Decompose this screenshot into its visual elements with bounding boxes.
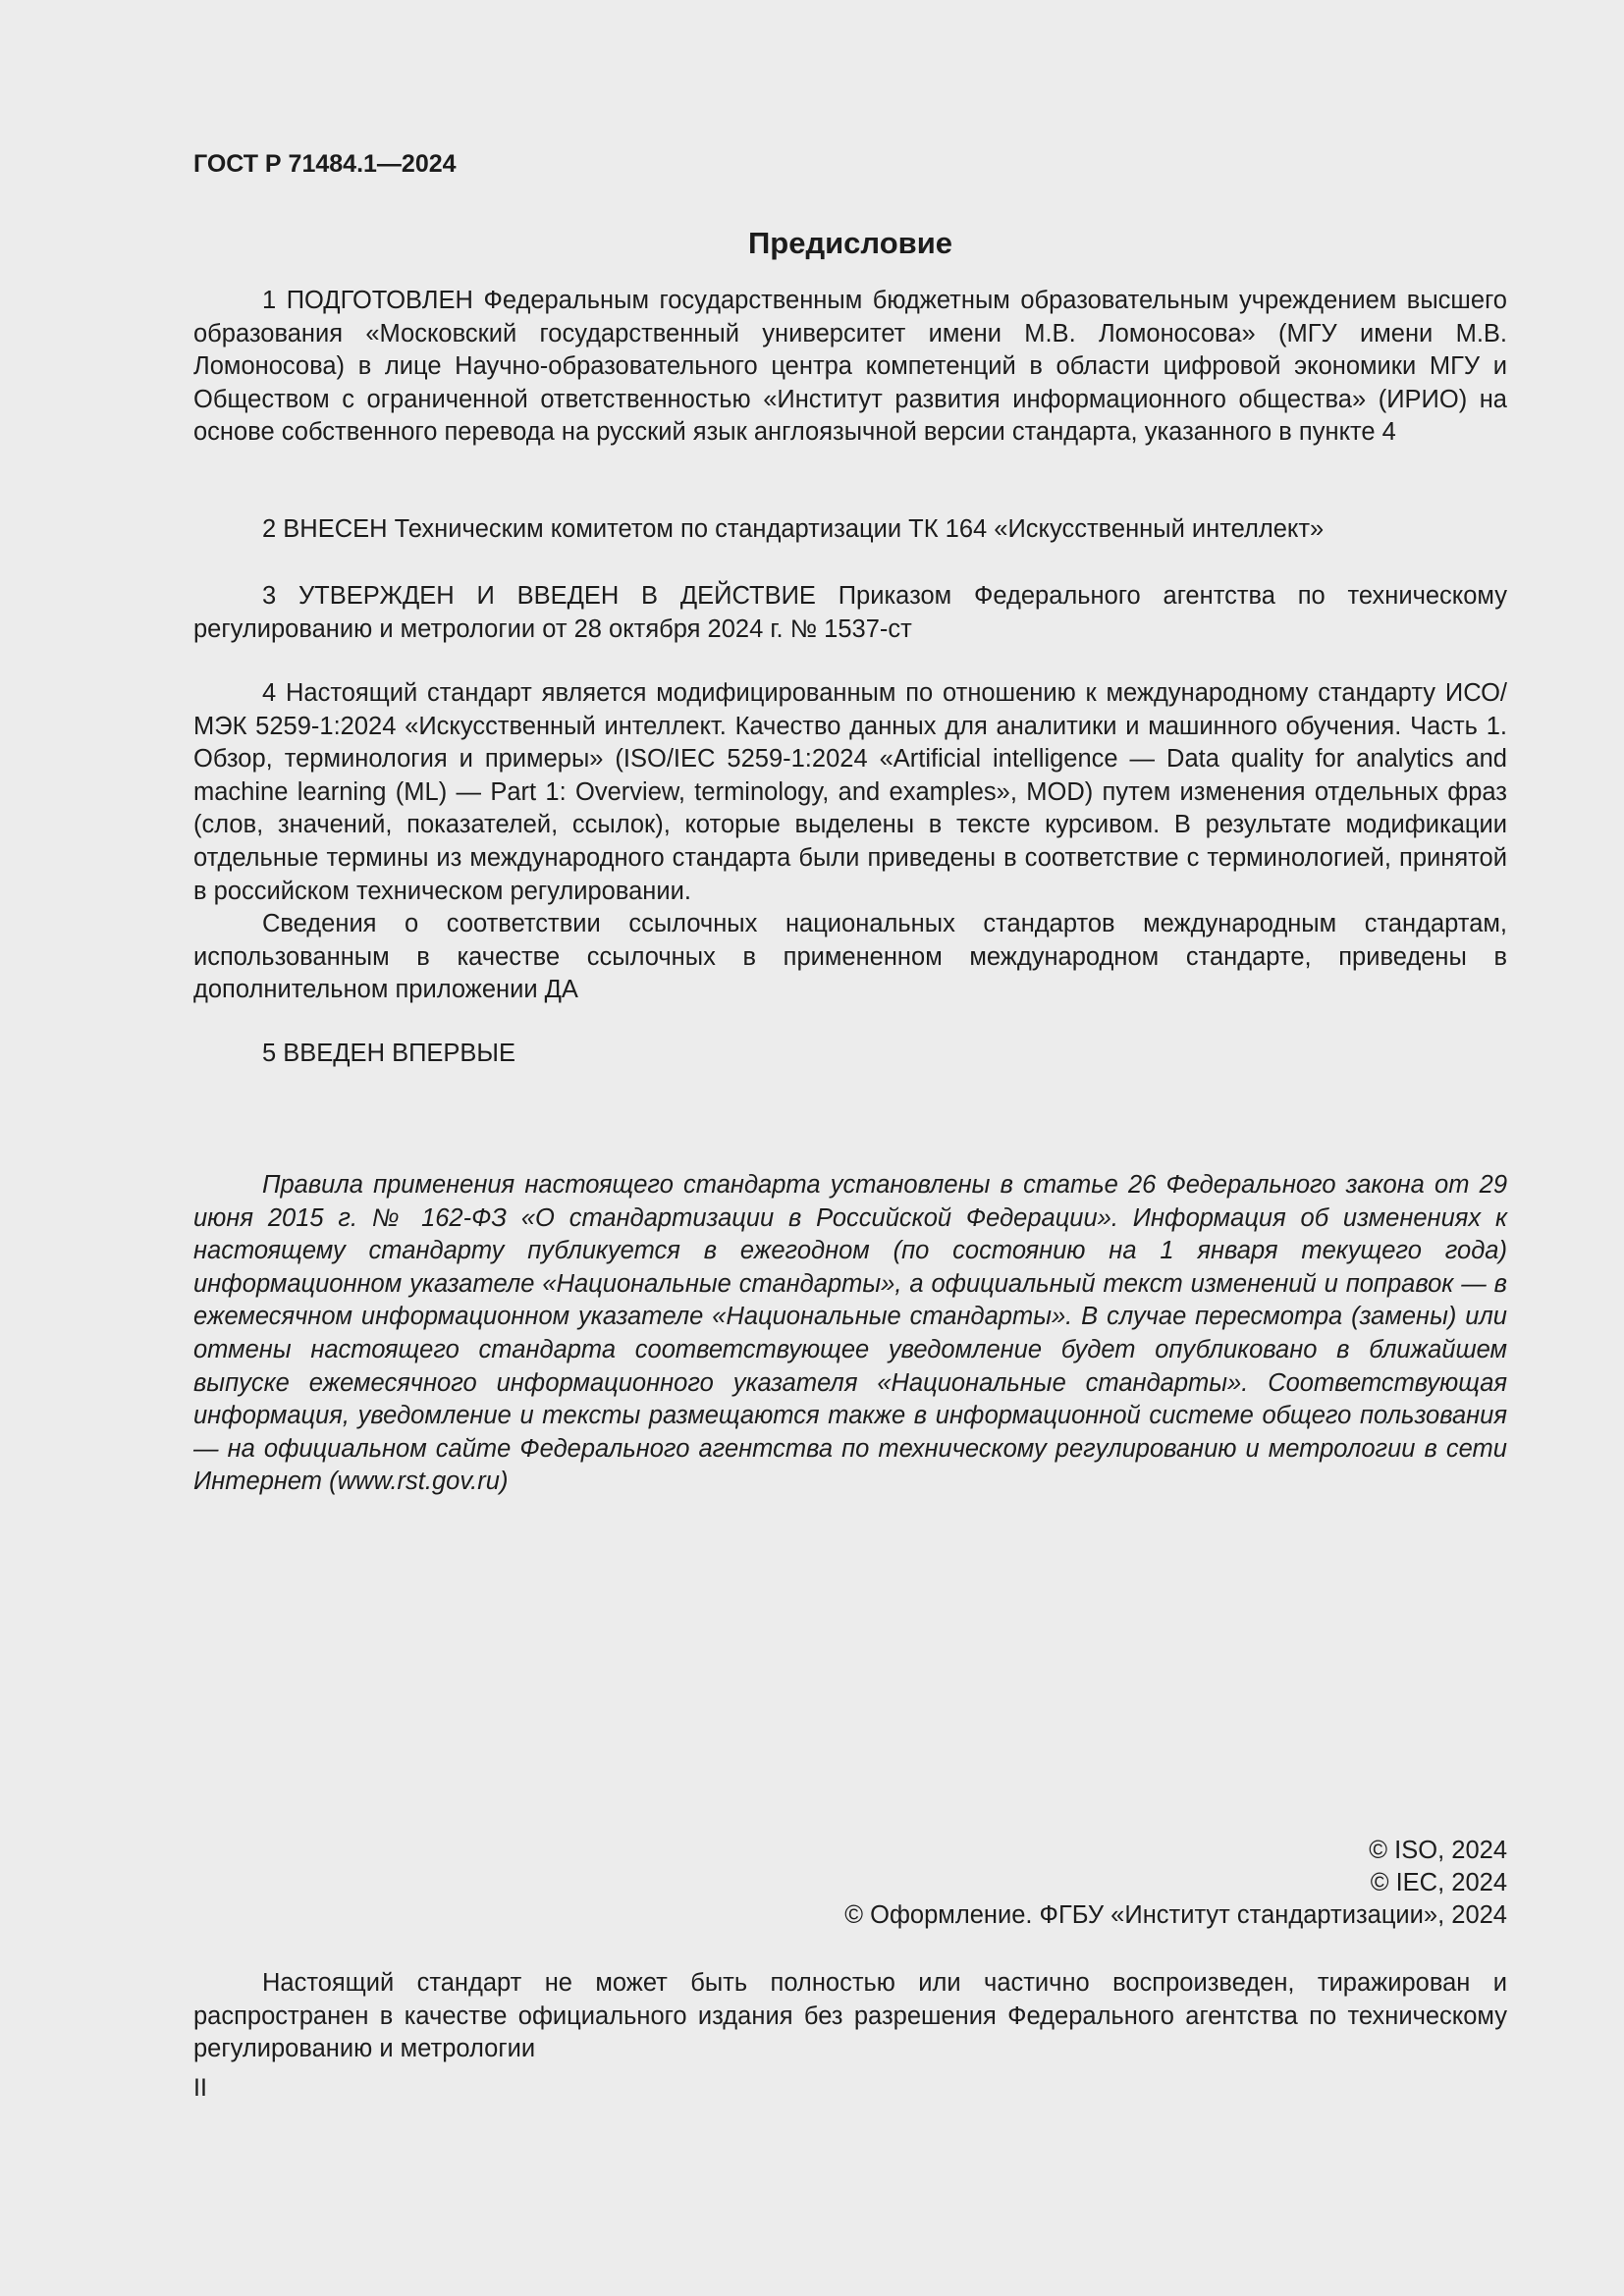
reproduction-notice: Настоящий стандарт не может быть полностью или частично воспроизведен, тиражирован и распространен в качестве официального издания без разрешения Федерального агентства по техническому регулированию и метрологии: [193, 1969, 1507, 2063]
paragraph-introduced-by: 2 ВНЕСЕН Техническим комитетом по стандартизации ТК 164 «Искусственный интеллект»: [262, 515, 1325, 543]
paragraph-approved: 3 УТВЕРЖДЕН И ВВЕДЕН В ДЕЙСТВИЕ Приказом Федерального агентства по техническому регулированию и метрологии от 28 октября 2024 г. № 1537-ст: [193, 582, 1507, 643]
paragraph-modification: 4 Настоящий стандарт является модифицированным по отношению к международному стандарту ИСО/МЭК 5259-1:2024 «Искусственный интеллект. Качество данных для аналитики и машинного обучения. Часть 1. Обзор, терминология и примеры» (ISO/IEC 5259-1:2024 «Artificial intelligence — Data quality for analytics and machine learning (ML) — Part 1: Overview, terminology, and examples», MOD) путем изменения отдельных фраз (слов, значений, показателей, ссылок), которые выделены в тексте курсивом. В результате модификации отдельные термины из международного стандарта были приведены в соответствие с терминологией, принятой в российском техническом регулировании.: [193, 679, 1507, 905]
page-title: Предисловие: [747, 226, 952, 260]
paragraph-first-introduced: 5 ВВЕДЕН ВПЕРВЫЕ: [262, 1040, 516, 1067]
copyright-block: [844, 1835, 1507, 1931]
document-code: ГОСТ Р 71484.1—2024: [193, 150, 457, 178]
copyright-iso: © ISO, 2024: [1369, 1837, 1507, 1864]
page-number: II: [193, 2074, 207, 2102]
paragraph-prepared-by: 1 ПОДГОТОВЛЕН Федеральным государственным бюджетным образовательным учреждением высшего образования «Московский государственный университет имени М.В. Ломоносова» (МГУ имени М.В. Ломоносова) в лице Научно-образовательного центра компетенций в области цифровой экономики МГУ и Обществом с ограниченной ответственностью «Институт развития информационного общества» (ИРИО) на основе собственного перевода на русский язык англоязычной версии стандарта, указанного в пункте 4: [193, 287, 1507, 447]
document-page: [193, 0, 1507, 2296]
copyright-design: © Оформление. ФГБУ «Институт стандартизации», 2024: [844, 1900, 1507, 1929]
rules-notice: Правила применения настоящего стандарта установлены в статье 26 Федерального закона от 29 июня 2015 г. № 162-ФЗ «О стандартизации в Российской Федерации». Информация об изменениях к настоящему стандарту публикуется в ежегодном (по состоянию на 1 января текущего года) информационном указателе «Национальные стандарты», а официальный текст изменений и поправок — в ежемесячном информационном указателе «Национальные стандарты». В случае пересмотра (замены) или отмены настоящего стандарта соответствующее уведомление будет опубликовано в ближайшем выпуске ежемесячного информационного указателя «Национальные стандарты». Соответствующая информация, уведомление и тексты размещаются также в информационной системе общего пользования — на официальном сайте Федерального агентства по техническому регулированию и метрологии в сети Интернет (www.rst.gov.ru): [193, 1171, 1507, 1496]
copyright-iec: © IEC, 2024: [1370, 1868, 1507, 1896]
paragraph-references-info: Сведения о соответствии ссылочных национальных стандартов международным стандартам, использованным в качестве ссылочных в примененном международном стандарте, приведены в дополнительном приложении ДА: [193, 910, 1507, 1004]
